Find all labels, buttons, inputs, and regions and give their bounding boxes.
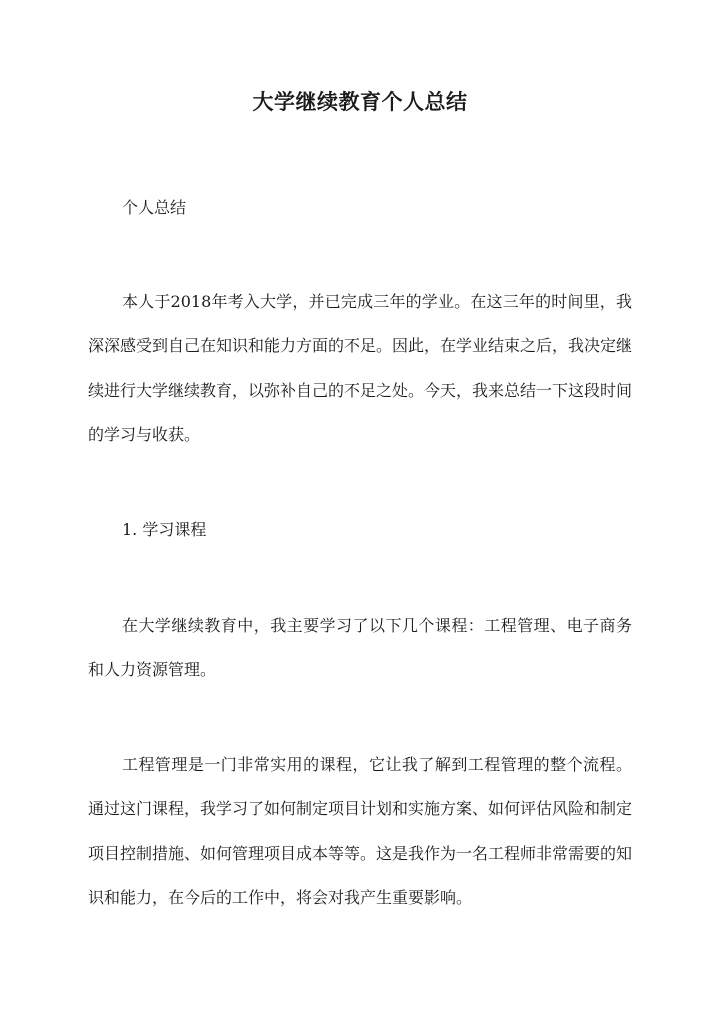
paragraph-engineering-management: 工程管理是一门非常实用的课程，它让我了解到工程管理的整个流程。通过这门课程，我学习了如何制定项目计划和实施方案、如何评估风险和制定项目控制措施、如何管理项目成本等等。这是我作为一名工程师非常需要的知识和能力，在今后的工作中，将会对我产生重要影响。: [88, 755, 633, 907]
paragraph-courses: 在大学继续教育中，我主要学习了以下几个课程：工程管理、电子商务和人力资源管理。: [88, 616, 632, 680]
section-heading-courses: 1. 学习课程: [122, 520, 207, 539]
document-title: 大学继续教育个人总结: [252, 89, 468, 114]
heading-personal-summary: 个人总结: [122, 198, 187, 217]
paragraph-intro: 本人于2018年考入大学，并已完成三年的学业。在这三年的时间里，我深深感受到自己在知识和能力方面的不足。因此，在学业结束之后，我决定继续进行大学继续教育，以弥补自己的不足之处。今天，我来总结一下这段时间的学习与收获。: [88, 292, 633, 444]
